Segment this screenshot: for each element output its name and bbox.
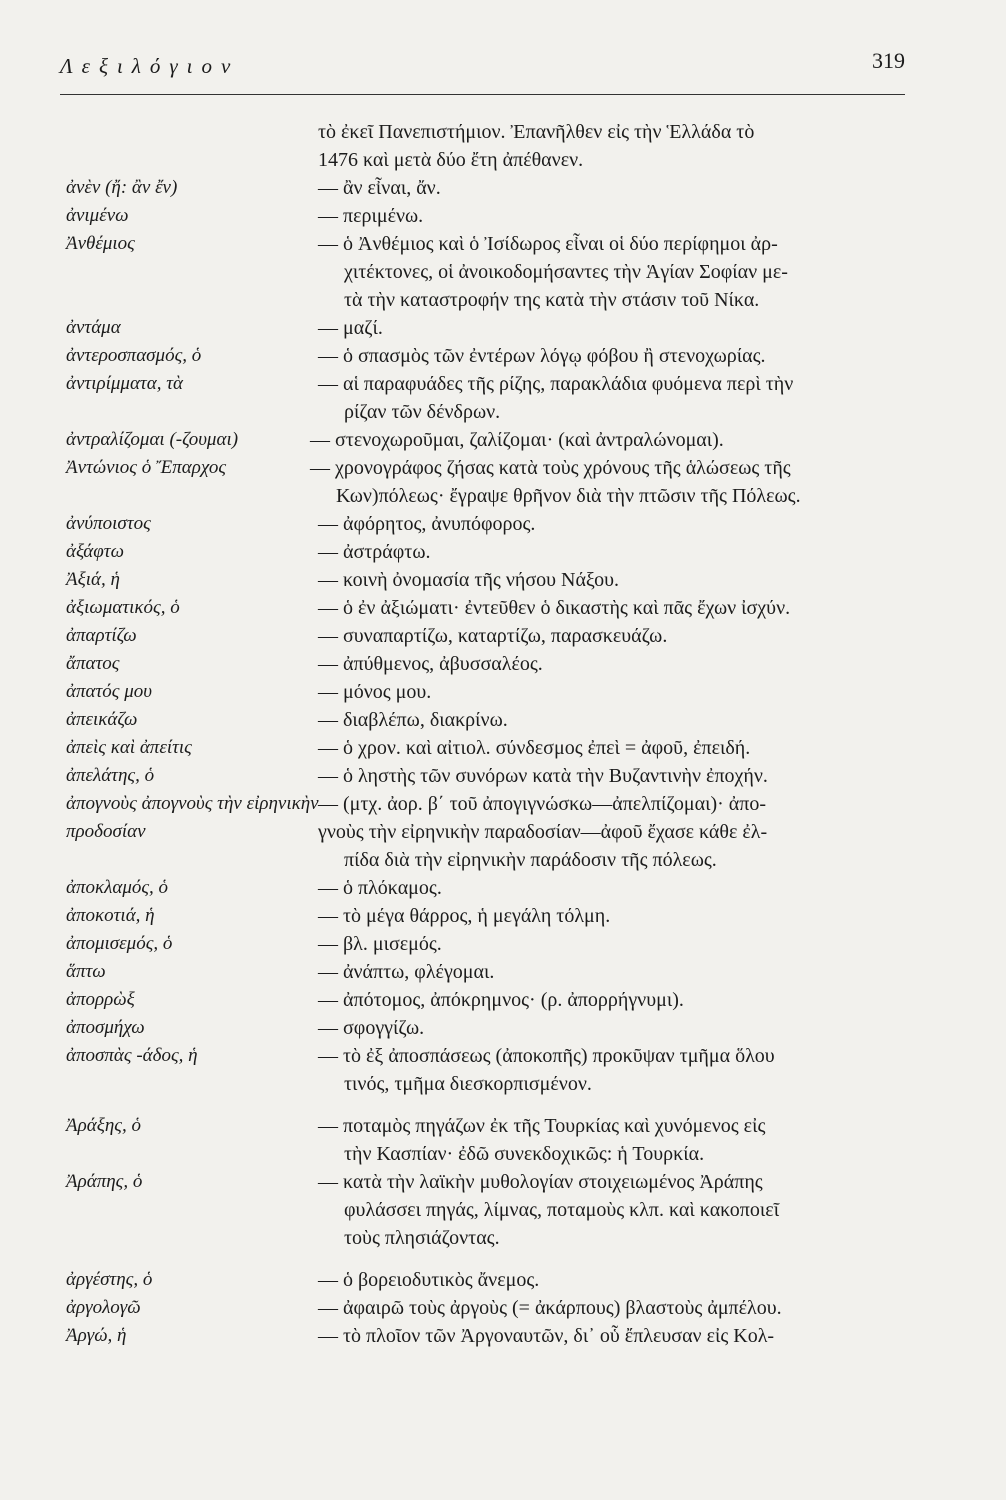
- glossary-entry: [0, 454, 1006, 510]
- headword: ἀπατός μου: [66, 681, 152, 702]
- running-title: Λεξιλόγιον: [60, 54, 240, 78]
- glossary-entries: [0, 118, 1006, 1350]
- definition-line: τὸ ἐκεῖ Πανεπιστήμιον. Ἐπανῆλθεν εἰς τὴν Ἑλλάδα τὸ: [318, 121, 755, 143]
- glossary-entry: [0, 342, 1006, 370]
- headword: ἀντάμα: [66, 317, 121, 338]
- glossary-entry: [0, 202, 1006, 230]
- definition-line: — χρονογράφος ζήσας κατὰ τοὺς χρόνους τῆς ἁλώσεως τῆς: [310, 457, 791, 479]
- headword: ἀπομισεμός, ὁ: [66, 933, 173, 954]
- headword: Ἀντώνιος ὁ Ἔπαρχος: [66, 457, 227, 478]
- glossary-entry: [0, 650, 1006, 678]
- glossary-entry: [0, 790, 1006, 874]
- glossary-entry: [0, 538, 1006, 566]
- definition-line: — ὁ πλόκαμος.: [318, 877, 442, 899]
- definition-line: πίδα διὰ τὴν εἰρηνικὴν παράδοσιν τῆς πόλεως.: [344, 849, 717, 871]
- headword: ἀποσπὰς -άδος, ἡ: [66, 1045, 198, 1066]
- headword: Ἀργώ, ἡ: [66, 1325, 127, 1346]
- headword: ἀπαρτίζω: [66, 625, 137, 646]
- headword: ἀνιμένω: [66, 205, 129, 226]
- glossary-entry: [0, 986, 1006, 1014]
- glossary-entry: [0, 706, 1006, 734]
- headword: ἀπεὶς καὶ ἀπείτις: [66, 737, 192, 758]
- glossary-entry: [0, 230, 1006, 314]
- page-number: 319: [872, 48, 905, 73]
- glossary-entry: [0, 1042, 1006, 1098]
- headword: ἀπεικάζω: [66, 709, 138, 730]
- glossary-entry: [0, 174, 1006, 202]
- glossary-entry: [0, 1014, 1006, 1042]
- definition-line: τοὺς πλησιάζοντας.: [344, 1227, 500, 1249]
- definition-line: — ὁ σπασμὸς τῶν ἐντέρων λόγῳ φόβου ἢ στενοχωρίας.: [318, 345, 766, 367]
- glossary-entry: [0, 510, 1006, 538]
- glossary-entry: [0, 958, 1006, 986]
- headword: ἀργολογῶ: [66, 1297, 141, 1318]
- definition-line: χιτέκτονες, οἱ ἀνοικοδομήσαντες τὴν Ἁγίαν Σοφίαν με-: [344, 261, 788, 283]
- glossary-entry: [0, 1266, 1006, 1294]
- headword: ἀπογνοὺς ἀπογνοὺς τὴν εἰρηνικὴν προδοσίαν: [66, 793, 319, 842]
- definition-line: — κοινὴ ὀνομασία τῆς νήσου Νάξου.: [318, 569, 620, 591]
- definition-line: τινός, τμῆμα διεσκορπισμένον.: [344, 1073, 592, 1095]
- definition-line: — ἂν εἶναι, ἄν.: [318, 177, 441, 199]
- definition-line: — ὁ ἐν ἀξιώματι· ἐντεῦθεν ὁ δικαστὴς καὶ πᾶς ἔχων ἰσχύν.: [318, 597, 791, 619]
- definition-line: — αἱ παραφυάδες τῆς ρίζης, παρακλάδια φυόμενα περὶ τὴν: [318, 373, 794, 395]
- headword: ἀντιρίμματα, τὰ: [66, 373, 183, 394]
- definition-line: — τὸ ἐξ ἀποσπάσεως (ἀποκοπῆς) προκῦψαν τμῆμα ὅλου: [318, 1045, 775, 1067]
- definition-line: ρίζαν τῶν δένδρων.: [344, 401, 501, 423]
- definition-line: — βλ. μισεμός.: [318, 933, 442, 955]
- definition-line: — ὁ ληστὴς τῶν συνόρων κατὰ τὴν Βυζαντινὴν ἐποχήν.: [318, 765, 768, 787]
- page-header: [60, 44, 905, 95]
- definition-line: — ἀπότομος, ἀπόκρημνος· (ρ. ἀπορρήγνυμι).: [318, 989, 684, 1011]
- glossary-entry: [0, 902, 1006, 930]
- glossary-entry: [0, 734, 1006, 762]
- headword: Ἀνθέμιος: [66, 233, 135, 254]
- definition-line: 1476 καὶ μετὰ δύο ἔτη ἀπέθανεν.: [318, 149, 584, 171]
- definition-line: τὰ τὴν καταστροφήν της κατὰ τὴν στάσιν τοῦ Νίκα.: [344, 289, 760, 311]
- headword: ἀποκλαμός, ὁ: [66, 877, 169, 898]
- glossary-entry: [0, 1294, 1006, 1322]
- definition-line: — ἀνάπτω, φλέγομαι.: [318, 961, 495, 983]
- definition-line: — ποταμὸς πηγάζων ἐκ τῆς Τουρκίας καὶ χυνόμενος εἰς: [318, 1115, 766, 1137]
- headword: Ἀξιά, ἡ: [66, 569, 120, 590]
- headword: ἀνὲν (ἤ: ἂν ἔν): [66, 177, 178, 198]
- glossary-entry: [0, 426, 1006, 454]
- glossary-entry: [0, 314, 1006, 342]
- headword: ἀπελάτης, ὁ: [66, 765, 155, 786]
- headword: ἅπτω: [66, 961, 106, 982]
- headword: Ἀράπης, ὁ: [66, 1171, 143, 1192]
- glossary-entry: [0, 622, 1006, 650]
- definition-line: φυλάσσει πηγάς, λίμνας, ποταμοὺς κλπ. καὶ κακοποιεῖ: [344, 1199, 780, 1221]
- glossary-entry: [0, 874, 1006, 902]
- definition-line: — συναπαρτίζω, καταρτίζω, παρασκευάζω.: [318, 625, 668, 647]
- glossary-entry: [0, 1112, 1006, 1168]
- definition-line: — ὁ χρον. καὶ αἰτιολ. σύνδεσμος ἐπεὶ = ἀφοῦ, ἐπειδή.: [318, 737, 751, 759]
- definition-line: — μόνος μου.: [318, 681, 432, 703]
- glossary-entry: [0, 370, 1006, 426]
- glossary-entry: [0, 762, 1006, 790]
- definition-line: — τὸ μέγα θάρρος, ἡ μεγάλη τόλμη.: [318, 905, 611, 927]
- definition-line: — ὁ Ἀνθέμιος καὶ ὁ Ἰσίδωρος εἶναι οἱ δύο περίφημοι ἀρ-: [318, 233, 778, 255]
- definition-line: — στενοχωροῦμαι, ζαλίζομαι· (καὶ ἀντραλώνομαι).: [310, 429, 724, 451]
- headword: ἀποσμήχω: [66, 1017, 145, 1038]
- definition-line: Κων)πόλεως· ἔγραψε θρῆνον διὰ τὴν πτῶσιν τῆς Πόλεως.: [336, 485, 801, 507]
- headword: ἀποκοτιά, ἡ: [66, 905, 155, 926]
- glossary-entry: [0, 566, 1006, 594]
- definition-line: — ἀφόρητος, ἀνυπόφορος.: [318, 513, 536, 535]
- definition-line: — ἀπύθμενος, ἀβυσσαλέος.: [318, 653, 543, 675]
- definition-line: — κατὰ τὴν λαϊκὴν μυθολογίαν στοιχειωμένος Ἀράπης: [318, 1171, 763, 1193]
- definition-line: — ἀφαιρῶ τοὺς ἀργοὺς (= ἀκάρπους) βλαστοὺς ἀμπέλου.: [318, 1297, 782, 1319]
- definition-line: — σφογγίζω.: [318, 1017, 425, 1039]
- glossary-entry: [0, 930, 1006, 958]
- definition-line: — (μτχ. ἀορ. β΄ τοῦ ἀπογιγνώσκω—ἀπελπίζομαι)· ἀπο-: [318, 793, 767, 815]
- glossary-entry: [0, 594, 1006, 622]
- headword: ἀντεροσπασμός, ὁ: [66, 345, 202, 366]
- headword: ἀργέστης, ὁ: [66, 1269, 153, 1290]
- headword: ἀξάφτω: [66, 541, 125, 562]
- definition-line: — διαβλέπω, διακρίνω.: [318, 709, 508, 731]
- definition-line: — μαζί.: [318, 317, 383, 339]
- definition-line: — τὸ πλοῖον τῶν Ἀργοναυτῶν, δι᾽ οὗ ἔπλευσαν εἰς Κολ-: [318, 1325, 775, 1347]
- headword: Ἀράξης, ὁ: [66, 1115, 141, 1136]
- headword: ἀπορρὼξ: [66, 989, 135, 1010]
- headword: ἄπατος: [66, 653, 120, 674]
- glossary-entry: [0, 1322, 1006, 1350]
- headword: ἀξιωματικός, ὁ: [66, 597, 180, 618]
- definition-line: — ὁ βορειοδυτικὸς ἄνεμος.: [318, 1269, 540, 1291]
- definition-line: — ἀστράφτω.: [318, 541, 431, 563]
- headword: ἀντραλίζομαι (-ζουμαι): [66, 429, 239, 450]
- definition-line: — περιμένω.: [318, 205, 424, 227]
- definition-line: τὴν Κασπίαν· ἐδῶ συνεκδοχικῶς: ἡ Τουρκία.: [344, 1143, 705, 1165]
- headword: ἀνύποιστος: [66, 513, 151, 534]
- glossary-entry: [0, 1168, 1006, 1252]
- definition-line: γνοὺς τὴν εἰρηνικὴν παραδοσίαν—ἀφοῦ ἔχασε κάθε ἐλ-: [318, 821, 768, 843]
- continuation-entry: [0, 118, 1006, 174]
- glossary-entry: [0, 678, 1006, 706]
